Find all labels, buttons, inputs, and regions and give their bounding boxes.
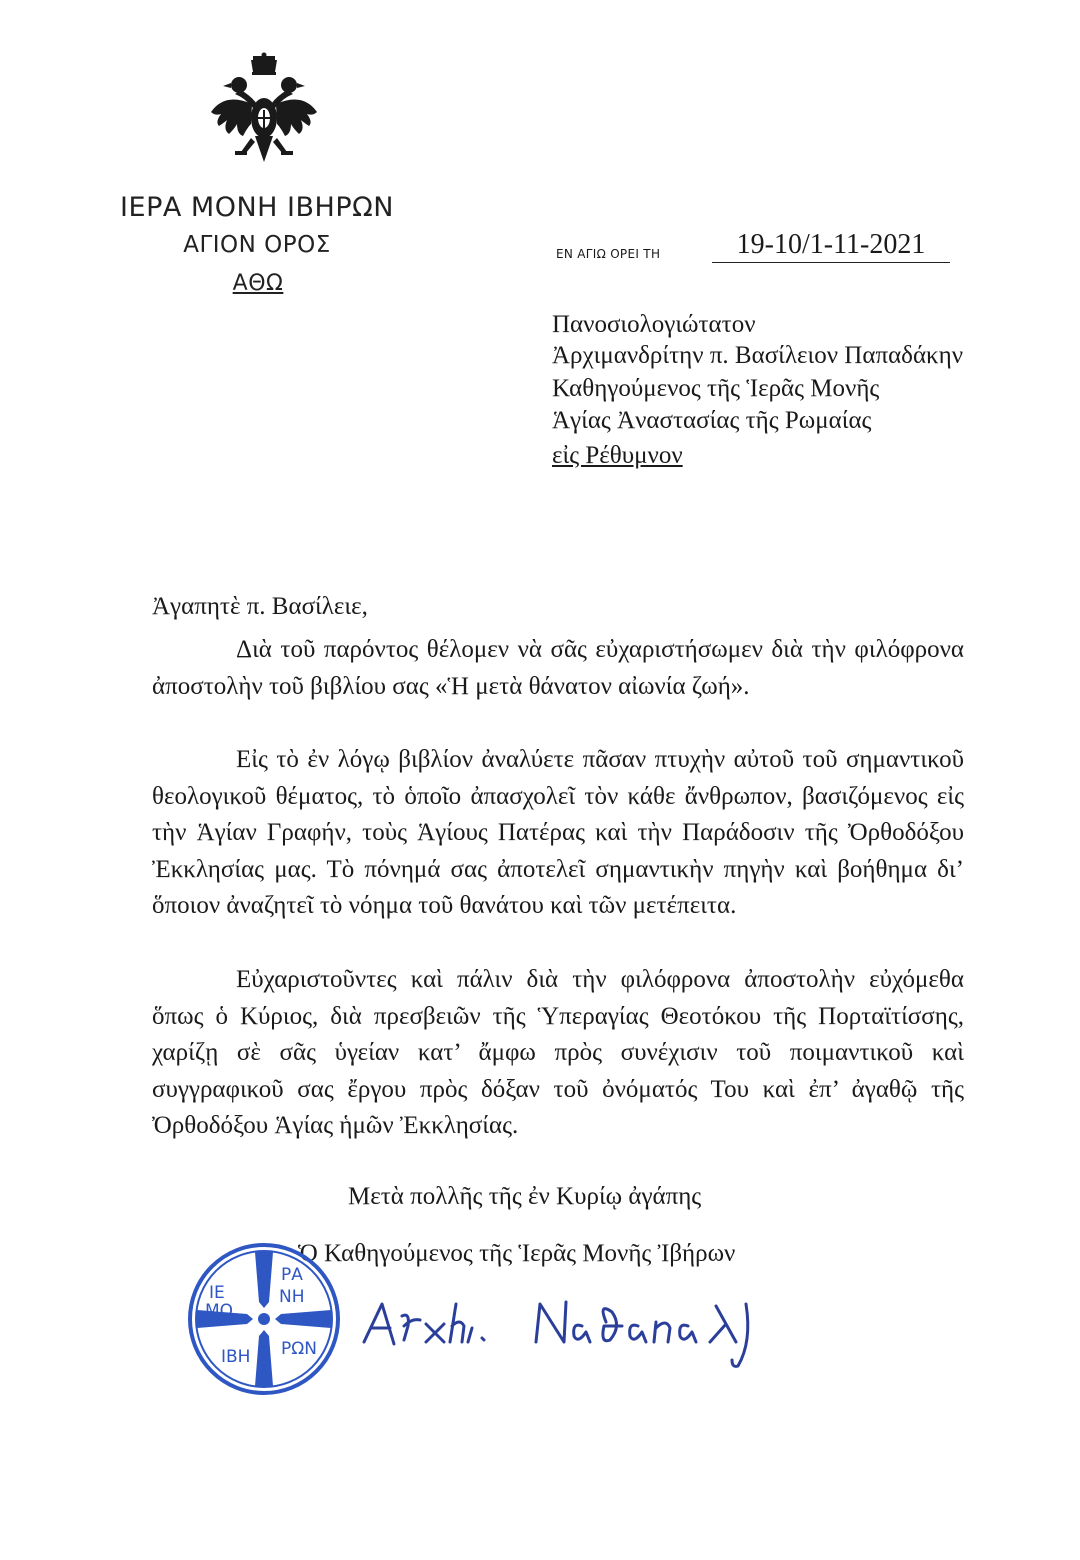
signer-title: Ὁ Καθηγούμενος τῆς Ἱερᾶς Μονῆς Ἰβήρων: [298, 1240, 736, 1267]
date-prefix: ΕΝ ΑΓΙΩ ΟΡΕΙ ΤΗ: [556, 247, 661, 261]
handwritten-signature: [360, 1282, 770, 1372]
body-paragraph-1: Διὰ τοῦ παρόντος θέλομεν νὰ σᾶς εὐχαριστήσωμεν διὰ τὴν φιλόφρονα ἀποστολὴν τοῦ βιβλίου σας «Ἡ μετὰ θάνατον αἰωνία ζωή».: [152, 636, 964, 700]
svg-text:ΙΕ: ΙΕ: [209, 1283, 225, 1303]
svg-text:ΡΑ: ΡΑ: [281, 1265, 303, 1285]
letter-date: 19-10/1-11-2021: [712, 229, 950, 263]
double-headed-eagle-emblem: [205, 52, 323, 172]
recipient-name: Ἀρχιμανδρίτην π. Βασίλειον Παπαδάκην: [552, 342, 964, 369]
recipient-city: εἰς Ρέθυμνον: [552, 442, 683, 469]
body-paragraph-3: Εὐχαριστοῦντες καὶ πάλιν διὰ τὴν φιλόφρονα ἀποστολὴν εὐχόμεθα ὅπως ὁ Κύριος, διὰ πρεσβειῶν τῆς Ὑπεραγίας Θεοτόκου τῆς Πορταϊτίσσης, χαρίζῃ σὲ σᾶς ὑγείαν κατ’ ἄμφω πρὸς συνέχισιν τοῦ ποιμαντικοῦ καὶ συγγραφικοῦ σας ἔργου πρὸς δόξαν τοῦ ὀνόματός Του καὶ ἐπ’ ἀγαθῷ τῆς Ὀρθοδόξου Ἁγίας ἡμῶν Ἐκκλησίας.: [152, 966, 964, 1139]
svg-text:ΙΒΗ: ΙΒΗ: [221, 1347, 251, 1367]
body-paragraph-2: Εἰς τὸ ἐν λόγῳ βιβλίον ἀναλύετε πᾶσαν πτυχὴν αὐτοῦ τοῦ σημαντικοῦ θεολογικοῦ θέματος, τὸ ὁποῖο ἀπασχολεῖ τὸν κάθε ἄνθρωπον, βασιζόμενος εἰς τὴν Ἁγίαν Γραφήν, τοὺς Ἁγίους Πατέρας καὶ τὴν Παράδοσιν τῆς Ὀρθοδόξου Ἐκκλησίας μας. Τὸ πόνημά σας ἀποτελεῖ σημαντικὴν πηγὴν καὶ βοήθημα δι’ ὅποιον ἀναζητεῖ τὸ νόημα τοῦ θανάτου καὶ τῶν μετέπειτα.: [152, 746, 964, 919]
recipient-title: Πανοσιολογιώτατον: [552, 311, 756, 338]
closing-line: Μετὰ πολλῆς τῆς ἐν Κυρίῳ ἀγάπης: [348, 1183, 702, 1210]
recipient-role: Καθηγούμενος τῆς Ἱερᾶς Μονῆς: [552, 375, 880, 402]
svg-text:ΜΟ: ΜΟ: [205, 1301, 234, 1321]
region-line: ΑΘΩ: [232, 271, 284, 296]
monastery-name: ΙΕΡΑ ΜΟΝΗ ΙΒΗΡΩΝ: [120, 192, 394, 223]
svg-text:ΡΩΝ: ΡΩΝ: [281, 1339, 317, 1359]
monastery-seal-stamp: [185, 1240, 343, 1398]
recipient-monastery: Ἁγίας Ἀναστασίας τῆς Ρωμαίας: [552, 407, 872, 434]
svg-text:ΝΗ: ΝΗ: [279, 1287, 305, 1307]
salutation: Ἀγαπητὲ π. Βασίλειε,: [152, 593, 368, 620]
location-line: ΑΓΙΟΝ ΟΡΟΣ: [183, 232, 331, 258]
